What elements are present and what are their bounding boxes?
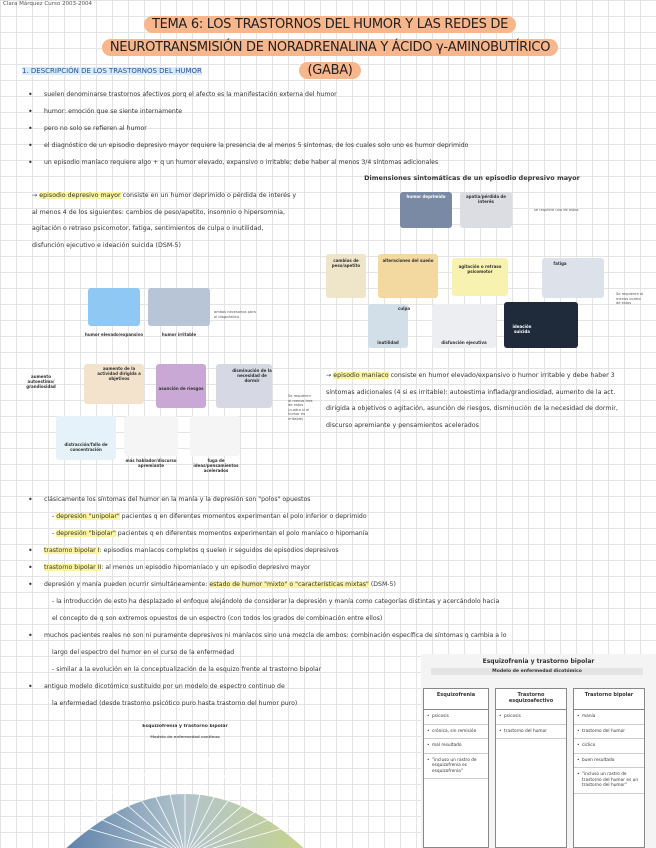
manic-episode-paragraph: → episodio maníaco consiste en humor elevado/expansivo o humor irritable y debe haber 3 síntomas adicionales (4 si es irritable): autoestima inflada/grandiosidad, aumento de la act. dirigida a objetivos o agitación, asunción de riesgos, disminución de la necesidad de dormir, discurso apremiante y pensamientos acelerados (326, 372, 618, 429)
bullet-item: • muchos pacientes reales no son ni puramente depresivos ni maníacos sino una mezcla de ambos: combinación específica de síntomas q cambia a lo (20, 627, 507, 644)
highlighted-term: depresión "bipolar" (56, 530, 116, 537)
bullet-item: • trastorno bipolar II: al menos un episodio hipomaníaco y un episodio depresivo mayor (20, 559, 507, 576)
bullet-item: • clásicamente los síntomas del humor en la manía y la depresión son "polos" opuestos (20, 491, 507, 508)
bullet-item: - depresión "bipolar" pacientes q en diferentes momentos experimentan el polo maníaco o hipomanía (52, 530, 369, 537)
top-note: se requiere uno de estos (534, 208, 579, 212)
figure-title: Dimensiones sintomáticas de un episodio depresivo mayor (364, 174, 580, 182)
side-note: Se requieren al menos cuatro de estos (616, 292, 644, 305)
column-item: • crónica, sin remisión (424, 725, 488, 740)
column-item: • manía (574, 710, 644, 725)
bullet-item: - similar a la evolución en la conceptualización de la esquizo frente al trastorno bipolar (52, 666, 322, 673)
dichotomous-model-figure: Esquizofrenia y trastorno bipolar Modelo de enfermedad dicotómico Esquizofrenia • psicosis • crónica, sin remisión • mal resultado • "incluso un rastro de esquizofrenia es esquizofrenia" Trastorno esquizoafectivo • psicosis • trastorno del humor Trastorno bipolar • manía • trastorno del humor • cíclico • buen resultado • "incluso un rastro de trastorno del humor es un trastorno del humor" (421, 654, 656, 848)
section-heading: 1. DESCRIPCIÓN DE LOS TRASTORNOS DEL HUMOR (22, 67, 202, 75)
highlighted-term: trastorno bipolar II (44, 564, 102, 571)
highlighted-term: depresión "unipolar" (56, 513, 120, 520)
bullet-item: • un episodio maníaco requiere algo + q un humor elevado, expansivo o irritable; debe haber al menos 3/4 síntomas adicionales (20, 154, 468, 171)
bullet-item: • antiguo modelo dicotómico sustituido por un modelo de espectro continuo de (20, 678, 507, 695)
bullet-item: • el diagnóstico de un episodio depresivo mayor requiere la presencia de al menos 5 síntomas, de los cuales solo uno es humor deprimido (20, 137, 468, 154)
column-item: • buen resultado (574, 754, 644, 769)
column-heading: Trastorno esquizoafectivo (496, 689, 566, 710)
depressive-episode-paragraph: → episodio depresivo mayor consiste en un humor deprimido o pérdida de interés y al menos 4 de los siguientes: cambios de peso/apetito, insomnio o hipersomnia, agitación o retraso psicomotor, fatiga, sentimientos de culpa o inutilidad, disfunción ejecutivo e ideación suicida (DSM-5) (32, 192, 297, 249)
column-item: • psicosis (496, 710, 566, 725)
model-column (573, 688, 645, 848)
bullet-item: - la introducción de esto ha desplazado el enfoque alejándolo de considerar la depresión y manía como categorías distintas y acercándolo hacia (52, 598, 500, 605)
column-item: • mal resultado (424, 739, 488, 754)
manic-mood-figure: humor elevado/expansivo humor irritable ambos necesarios para el diagnóstico (82, 284, 312, 344)
bullet-item: largo del espectro del humor en el curso de la enfermedad (52, 649, 235, 656)
header-note: Clara Márquez Curso 2003-2004 (3, 1, 92, 7)
column-heading: Trastorno bipolar (574, 689, 644, 710)
highlighted-term: trastorno bipolar I (44, 547, 100, 554)
mood-note: ambos necesarios para el diagnóstico (214, 310, 256, 319)
bullet-item: - depresión "unipolar" pacientes q en diferentes momentos experimentan el polo inferior o deprimido (52, 513, 367, 520)
page-title: TEMA 6: LOS TRASTORNOS DEL HUMOR Y LAS REDES DE NEUROTRANSMISIÓN DE NORADRENALINA Y ÁCIDO γ-AMINOBUTÍRICO (GABA) (84, 13, 576, 82)
column-item: • psicosis (424, 710, 488, 725)
continuum-model-figure: Esquizofrenia y trastorno bipolar Modelo de enfermedad continuo (50, 724, 320, 848)
column-item: • trastorno del humor (496, 725, 566, 740)
column-item: • "incluso un rastro de esquizofrenia es esquizofrenia" (424, 754, 488, 780)
bullet-item: la enfermedad (desde trastorno psicótico puro hasta trastorno del humor puro) (52, 700, 298, 707)
intro-bullet-list (20, 86, 468, 171)
column-item: • trastorno del humor (574, 725, 644, 740)
column-item: • cíclico (574, 739, 644, 754)
bullet-item: • trastorno bipolar I: episodios maníacos completos q suelen ir seguidos de episodios depresivos (20, 542, 507, 559)
column-heading: Esquizofrenia (424, 689, 488, 710)
spectrum-fan (50, 744, 320, 848)
model-column (423, 688, 489, 848)
bullet-item: • humor: emoción que se siente internamente (20, 103, 468, 120)
depression-dimensions-figure: Dimensiones sintomáticas de un episodio depresivo mayor humor deprimido apatía/pérdida de interés se requiere uno de estos cambios de peso/apetito alteraciones del sueño agitación o retraso psicomotor fatiga culpa inutilidad disfunción ejecutiva ideación suicida Se requieren al menos cuatro de estos (322, 174, 632, 354)
side-note: Se requieren al menos tres de estos (cuatro si el humor es irritable) (288, 394, 313, 421)
bullet-item: • pero no solo se refieren al humor (20, 120, 468, 137)
model-column (495, 688, 567, 848)
highlighted-term: estado de humor "mixto" o "características mixtas" (209, 581, 369, 588)
bullet-item: • depresión y manía pueden ocurrir simultáneamente: estado de humor "mixto" o "características mixtas" (DSM-5) (20, 576, 507, 593)
bullet-item: • suelen denominarse trastornos afectivos porq el afecto es la manifestación externa del humor (20, 86, 468, 103)
manic-symptoms-figure: aumento autoestima/ grandiosidad aumento de la actividad dirigida a objetivos asunción de riesgos disminución de la necesidad de dormir distracción/fallo de concentración más hablador/discurso apremiante fuga de ideas/pensamientos acelerados Se requieren al menos tres de estos (cuatro si el humor es irritable) (26, 366, 313, 473)
bullet-item: el concepto de q son extremos opuestos de un espectro (con todos los grados de combinación entre ellos) (52, 615, 383, 622)
column-item: • "incluso un rastro de trastorno del humor es un trastorno del humor" (574, 768, 644, 794)
